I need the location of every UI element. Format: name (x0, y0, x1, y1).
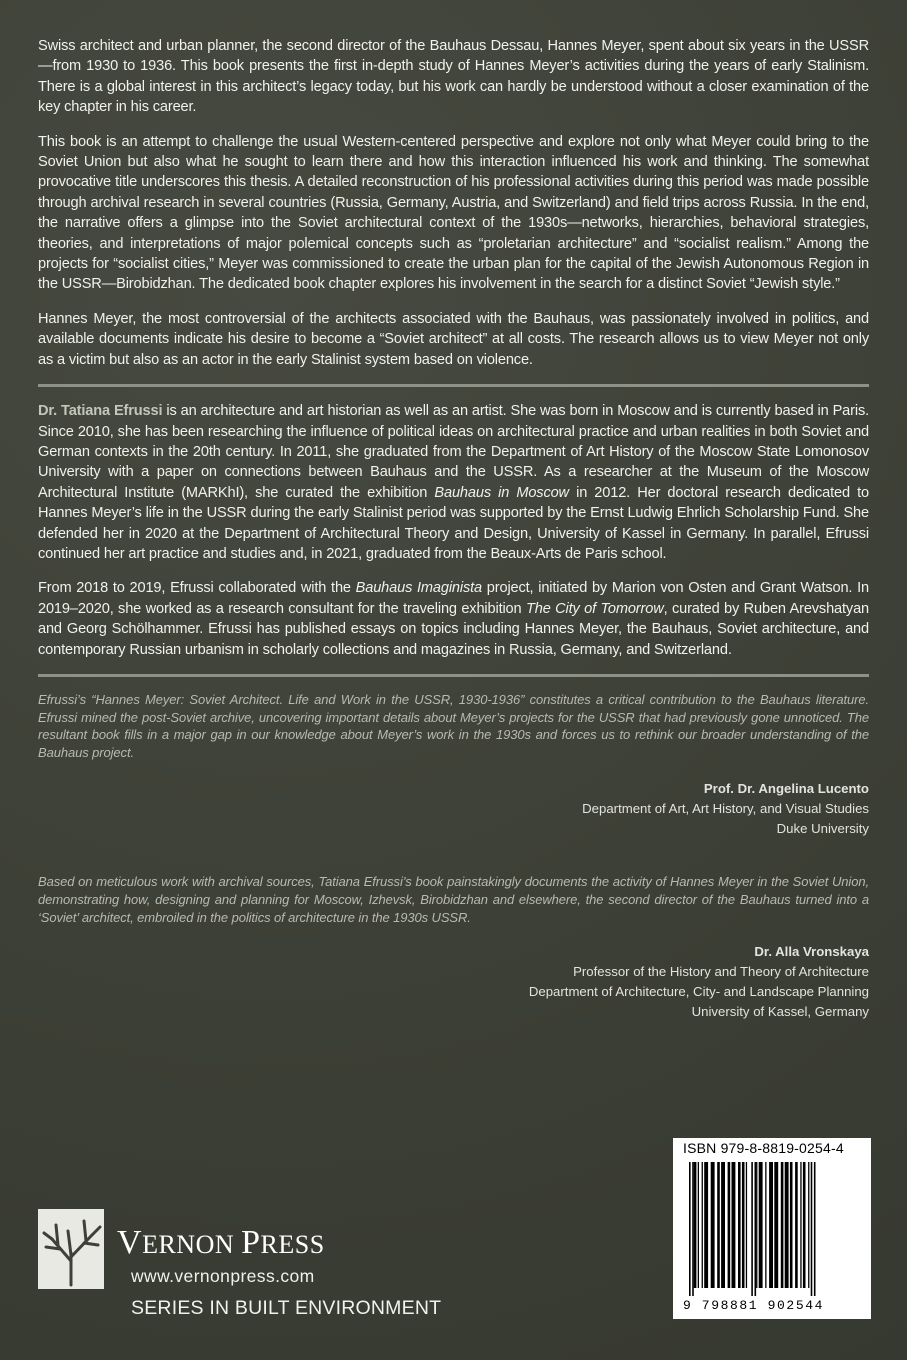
series-name: SERIES IN BUILT ENVIRONMENT (131, 1297, 442, 1319)
barcode-bar (800, 1162, 801, 1288)
publisher-url[interactable]: www.vernonpress.com (131, 1266, 315, 1286)
reviewer-institution: University of Kassel, Germany (691, 1004, 869, 1020)
author-name: Dr. Tatiana Efrussi (38, 403, 163, 420)
barcode-bar (742, 1162, 745, 1288)
review-1 (38, 691, 869, 839)
review-attribution (38, 779, 869, 839)
publisher-name: VERNON PRESS (117, 1224, 325, 1261)
review-quote: Efrussi’s “Hannes Meyer: Soviet Architect. Life and Work in the USSR, 1930-1936” constitutes a critical contribution to the Bauhaus literature. Efrussi mined the post-Soviet archive, uncovering important details about Meyer’s projects for the USSR that had previously gone unnoticed. The resultant book fills in a major gap in our knowledge about Meyer’s work in the 1930s and forces us to rethink our broader understanding of the Bauhaus project. (38, 691, 869, 760)
barcode-bar (808, 1162, 809, 1288)
isbn-digits: 9 798881 902544 (683, 1298, 825, 1313)
reviewer-title: Professor of the History and Theory of Architecture (573, 964, 869, 980)
reviewer-institution: Duke University (776, 821, 869, 837)
intro-paragraph-2: This book is an attempt to challenge the usual Western-centered perspective and explore not only what Meyer could bring to the Soviet Union but also what he sought to learn there and how this interaction influenced his work and thinking. The somewhat provocative title underscores this thesis. A detailed reconstruction of his professional activities during this period was made possible through archival research in several countries (Russia, Germany, Austria, and Switzerland) and field trips across Russia. In the end, the narrative offers a glimpse into the Soviet architectural context of the 1930s—networks, hierarchies, behavioral strategies, theories, and interpretations of major polemical concepts such as “proletarian architecture” and “socialist realism.” Among the projects for “socialist cities,” Meyer was commissioned to create the urban plan for the capital of the Jewish Autonomous Region in the USSR—Birobidzhan. The dedicated book chapter explores his involvement in the search for a distinct Soviet “Jewish style.” (38, 133, 869, 293)
barcode-bar (717, 1162, 720, 1288)
barcode-bar (790, 1162, 793, 1288)
back-cover-content (38, 36, 869, 1022)
tree-logo-icon (38, 1209, 104, 1289)
barcode-bar (814, 1162, 816, 1296)
bio2-italic-exhibition: The City of Tomorrow (525, 600, 664, 617)
bio2-text-c: , curated by Ruben Arevshatyan and Georg Schölhammer. Efrussi has published essays on topics including Hannes Meyer, the Bauhaus, Soviet architecture, and contemporary Russian urbanism in scholarly collections and magazines in Russia, Germany, and Switzerland. (38, 600, 869, 658)
barcode-bar (711, 1162, 715, 1288)
reviewer-department: Department of Architecture, City- and Landscape Planning (528, 984, 869, 1000)
barcode-bar (721, 1162, 725, 1288)
barcode-bar (803, 1162, 806, 1288)
barcode-bar (759, 1162, 763, 1288)
bio2-text-b: project, initiated by Marion von Osten and Grant Watson. In 2019–2020, she worked as a research consultant for the traveling exhibition (38, 580, 869, 617)
review-attribution (38, 942, 869, 1022)
bio2-text-a: From 2018 to 2019, Efrussi collaborated with the (38, 580, 356, 597)
barcode-bar (769, 1162, 773, 1288)
barcode-bars (685, 1162, 859, 1298)
review-quote: Based on meticulous work with archival sources, Tatiana Efrussi’s book painstakingly documents the activity of Hannes Meyer in the Soviet Union, demonstrating how, designing and planning for Moscow, Izhevsk, Birobidzhan and elsewhere, the second director of the Bauhaus turned into a ‘Soviet’ architect, embroiled in the politics of architecture in the 1930s USSR. (38, 874, 869, 925)
barcode-bar (765, 1162, 766, 1288)
reviewer-name: Prof. Dr. Angelina Lucento (703, 781, 869, 797)
barcode-bar (751, 1162, 753, 1296)
author-bio-paragraph-2 (38, 578, 869, 660)
bio-italic-exhibition: Bauhaus in Moscow (434, 484, 569, 501)
barcode-bar (785, 1162, 789, 1288)
section-divider (38, 674, 869, 677)
barcode-bar (746, 1162, 747, 1288)
barcode-bar (756, 1162, 757, 1288)
bio2-italic-project: Bauhaus Imaginista (355, 580, 483, 597)
barcode-bar (755, 1162, 757, 1296)
barcode-bar (728, 1162, 731, 1288)
barcode-bar (694, 1162, 697, 1288)
barcode-bar (795, 1162, 798, 1288)
intro-paragraph-3: Hannes Meyer, the most controversial of the architects associated with the Bauhaus, was passionately involved in politics, and available documents indicate his desire to become a “Soviet architect” at all costs. The research allows us to view Meyer not only as a victim but also as an actor in the early Stalinist system based on violence. (38, 310, 869, 368)
author-bio-paragraph-1 (38, 401, 869, 564)
barcode-bar (732, 1162, 736, 1288)
barcode-bar (692, 1162, 694, 1296)
bio-text-b: in 2012. Her doctoral research dedicated to Hannes Meyer’s life in the USSR during the early Stalinist period was supported by the Ernst Ludwig Ehrlich Scholarship Fund. She defended her in 2020 at the Department of Architectural Theory and Design, University of Kassel in Germany. In parallel, Efrussi continued her art practice and studies and, in 2021, graduated from the Beaux-Arts de Paris school. (38, 484, 869, 562)
section-divider (38, 384, 869, 387)
intro-paragraph-1: Swiss architect and urban planner, the second director of the Bauhaus Dessau, Hannes Meyer, spent about six years in the USSR—from 1930 to 1936. This book presents the first in-depth study of Hannes Meyer’s activities during the years of early Stalinism. There is a global interest in this architect’s legacy today, but his work can hardly be understood without a closer examination of the key chapter in his career. (38, 38, 869, 116)
isbn-label: ISBN 979-8-8819-0254-4 (683, 1140, 844, 1156)
reviewer-name: Dr. Alla Vronskaya (754, 944, 869, 960)
isbn-barcode (673, 1138, 871, 1319)
review-2 (38, 873, 869, 1022)
reviewer-affiliation: Department of Art, Art History, and Visual Studies (582, 801, 869, 817)
barcode-bar (689, 1162, 691, 1296)
barcode-bar (774, 1162, 778, 1288)
bio-text-a: is an architecture and art historian as well as an artist. She was born in Moscow and is currently based in Paris. Since 2010, she has been researching the influence of political ideas on architectural practice and urban realities in both Soviet and German contexts in the 20th century. In 2011, she graduated from the Department of Art History of the Moscow State Lomonosov University with a paper on connections between Bauhaus and the USSR. As a researcher at the Museum of the Moscow Architectural Institute (MARKhI), she curated the exhibition (38, 403, 869, 501)
barcode-bar (738, 1162, 741, 1288)
barcode-bar (702, 1162, 703, 1288)
barcode-bar (704, 1162, 708, 1288)
barcode-bar (698, 1162, 699, 1288)
barcode-bar (811, 1162, 813, 1296)
barcode-bar (781, 1162, 784, 1288)
